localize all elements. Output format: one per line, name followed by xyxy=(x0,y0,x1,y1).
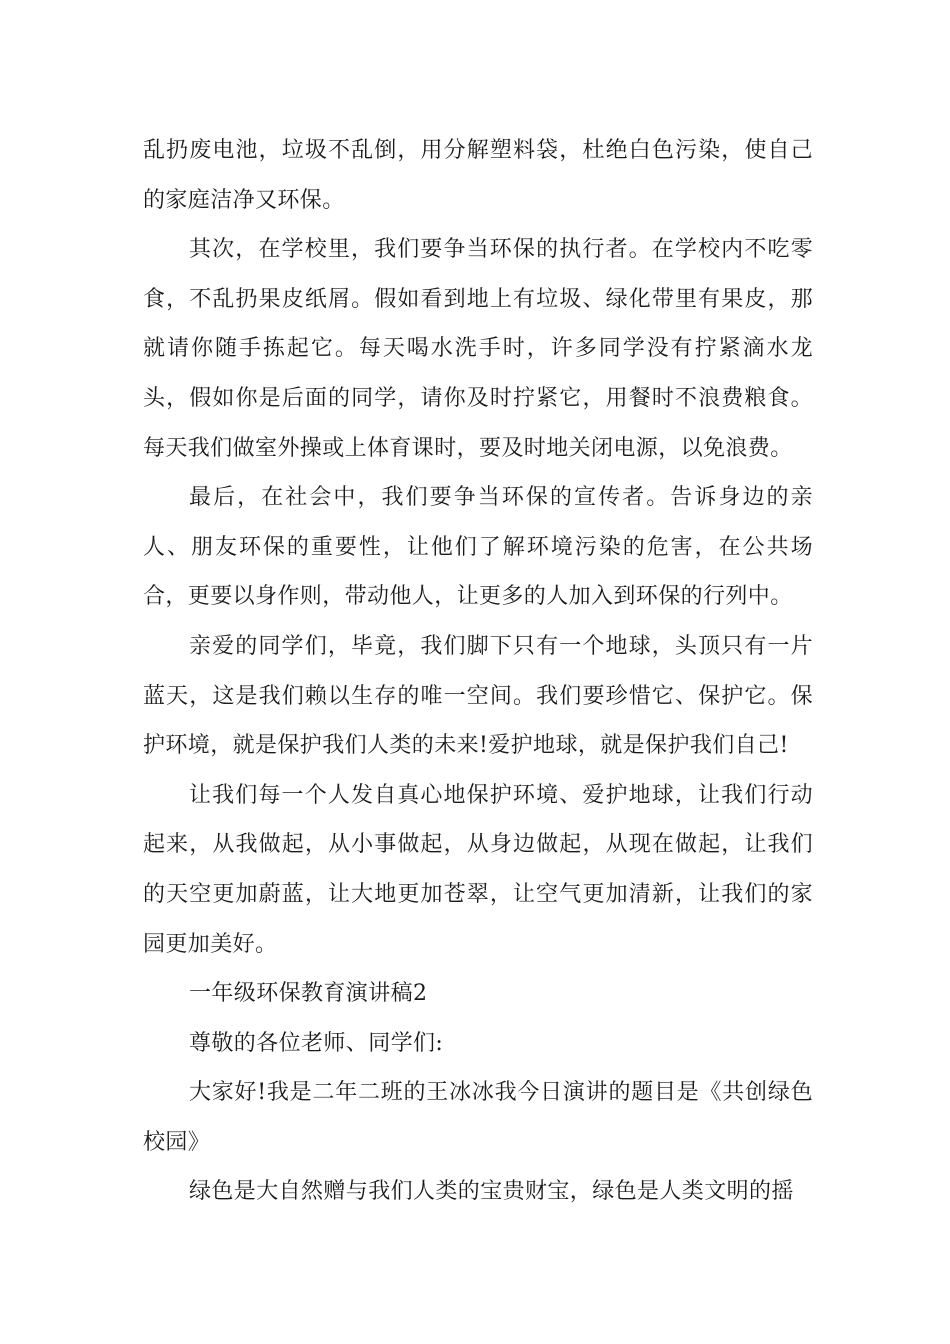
paragraph-earth: 亲爱的同学们，毕竟，我们脚下只有一个地球，头顶只有一片蓝天，这是我们赖以生存的唯一空间。我们要珍惜它、保护它。保护环境，就是保护我们人类的未来!爱护地球，就是保护我们自己! xyxy=(143,633,813,759)
paragraph-society: 最后，在社会中，我们要争当环保的宣传者。告诉身边的亲人、朋友环保的重要性，让他们了解环境污染的危害，在公共场合，更要以身作则，带动他人，让更多的人加入到环保的行列中。 xyxy=(143,485,813,610)
paragraph-continued: 乱扔废电池，垃圾不乱倒，用分解塑料袋，杜绝白色污染，使自己的家庭洁净又环保。 xyxy=(143,138,813,213)
paragraph-call-to-action: 让我们每一个人发自真心地保护环境、爱护地球，让我们行动起来，从我做起，从小事做起，从身边做起，从现在做起，让我们的天空更加蔚蓝，让大地更加苍翠，让空气更加清新，让我们的家园更加美好。 xyxy=(143,782,813,957)
paragraph-green: 绿色是大自然赠与我们人类的宝贵财宝，绿色是人类文明的摇 xyxy=(189,1179,794,1205)
speech-title: 一年级环保教育演讲稿2 xyxy=(189,981,428,1007)
document-body xyxy=(143,126,813,1217)
paragraph-school: 其次，在学校里，我们要争当环保的执行者。在学校内不吃零食，不乱扔果皮纸屑。假如看到地上有垃圾、绿化带里有果皮，那就请你随手拣起它。每天喝水洗手时，许多同学没有拧紧滴水龙头，假如你是后面的同学，请你及时拧紧它，用餐时不浪费粮食。每天我们做室外操或上体育课时，要及时地关闭电源，以免浪费。 xyxy=(143,237,813,461)
salutation: 尊敬的各位老师、同学们: xyxy=(189,1030,444,1056)
paragraph-intro: 大家好!我是二年二班的王冰冰我今日演讲的题目是《共创绿色校园》 xyxy=(143,1080,813,1155)
